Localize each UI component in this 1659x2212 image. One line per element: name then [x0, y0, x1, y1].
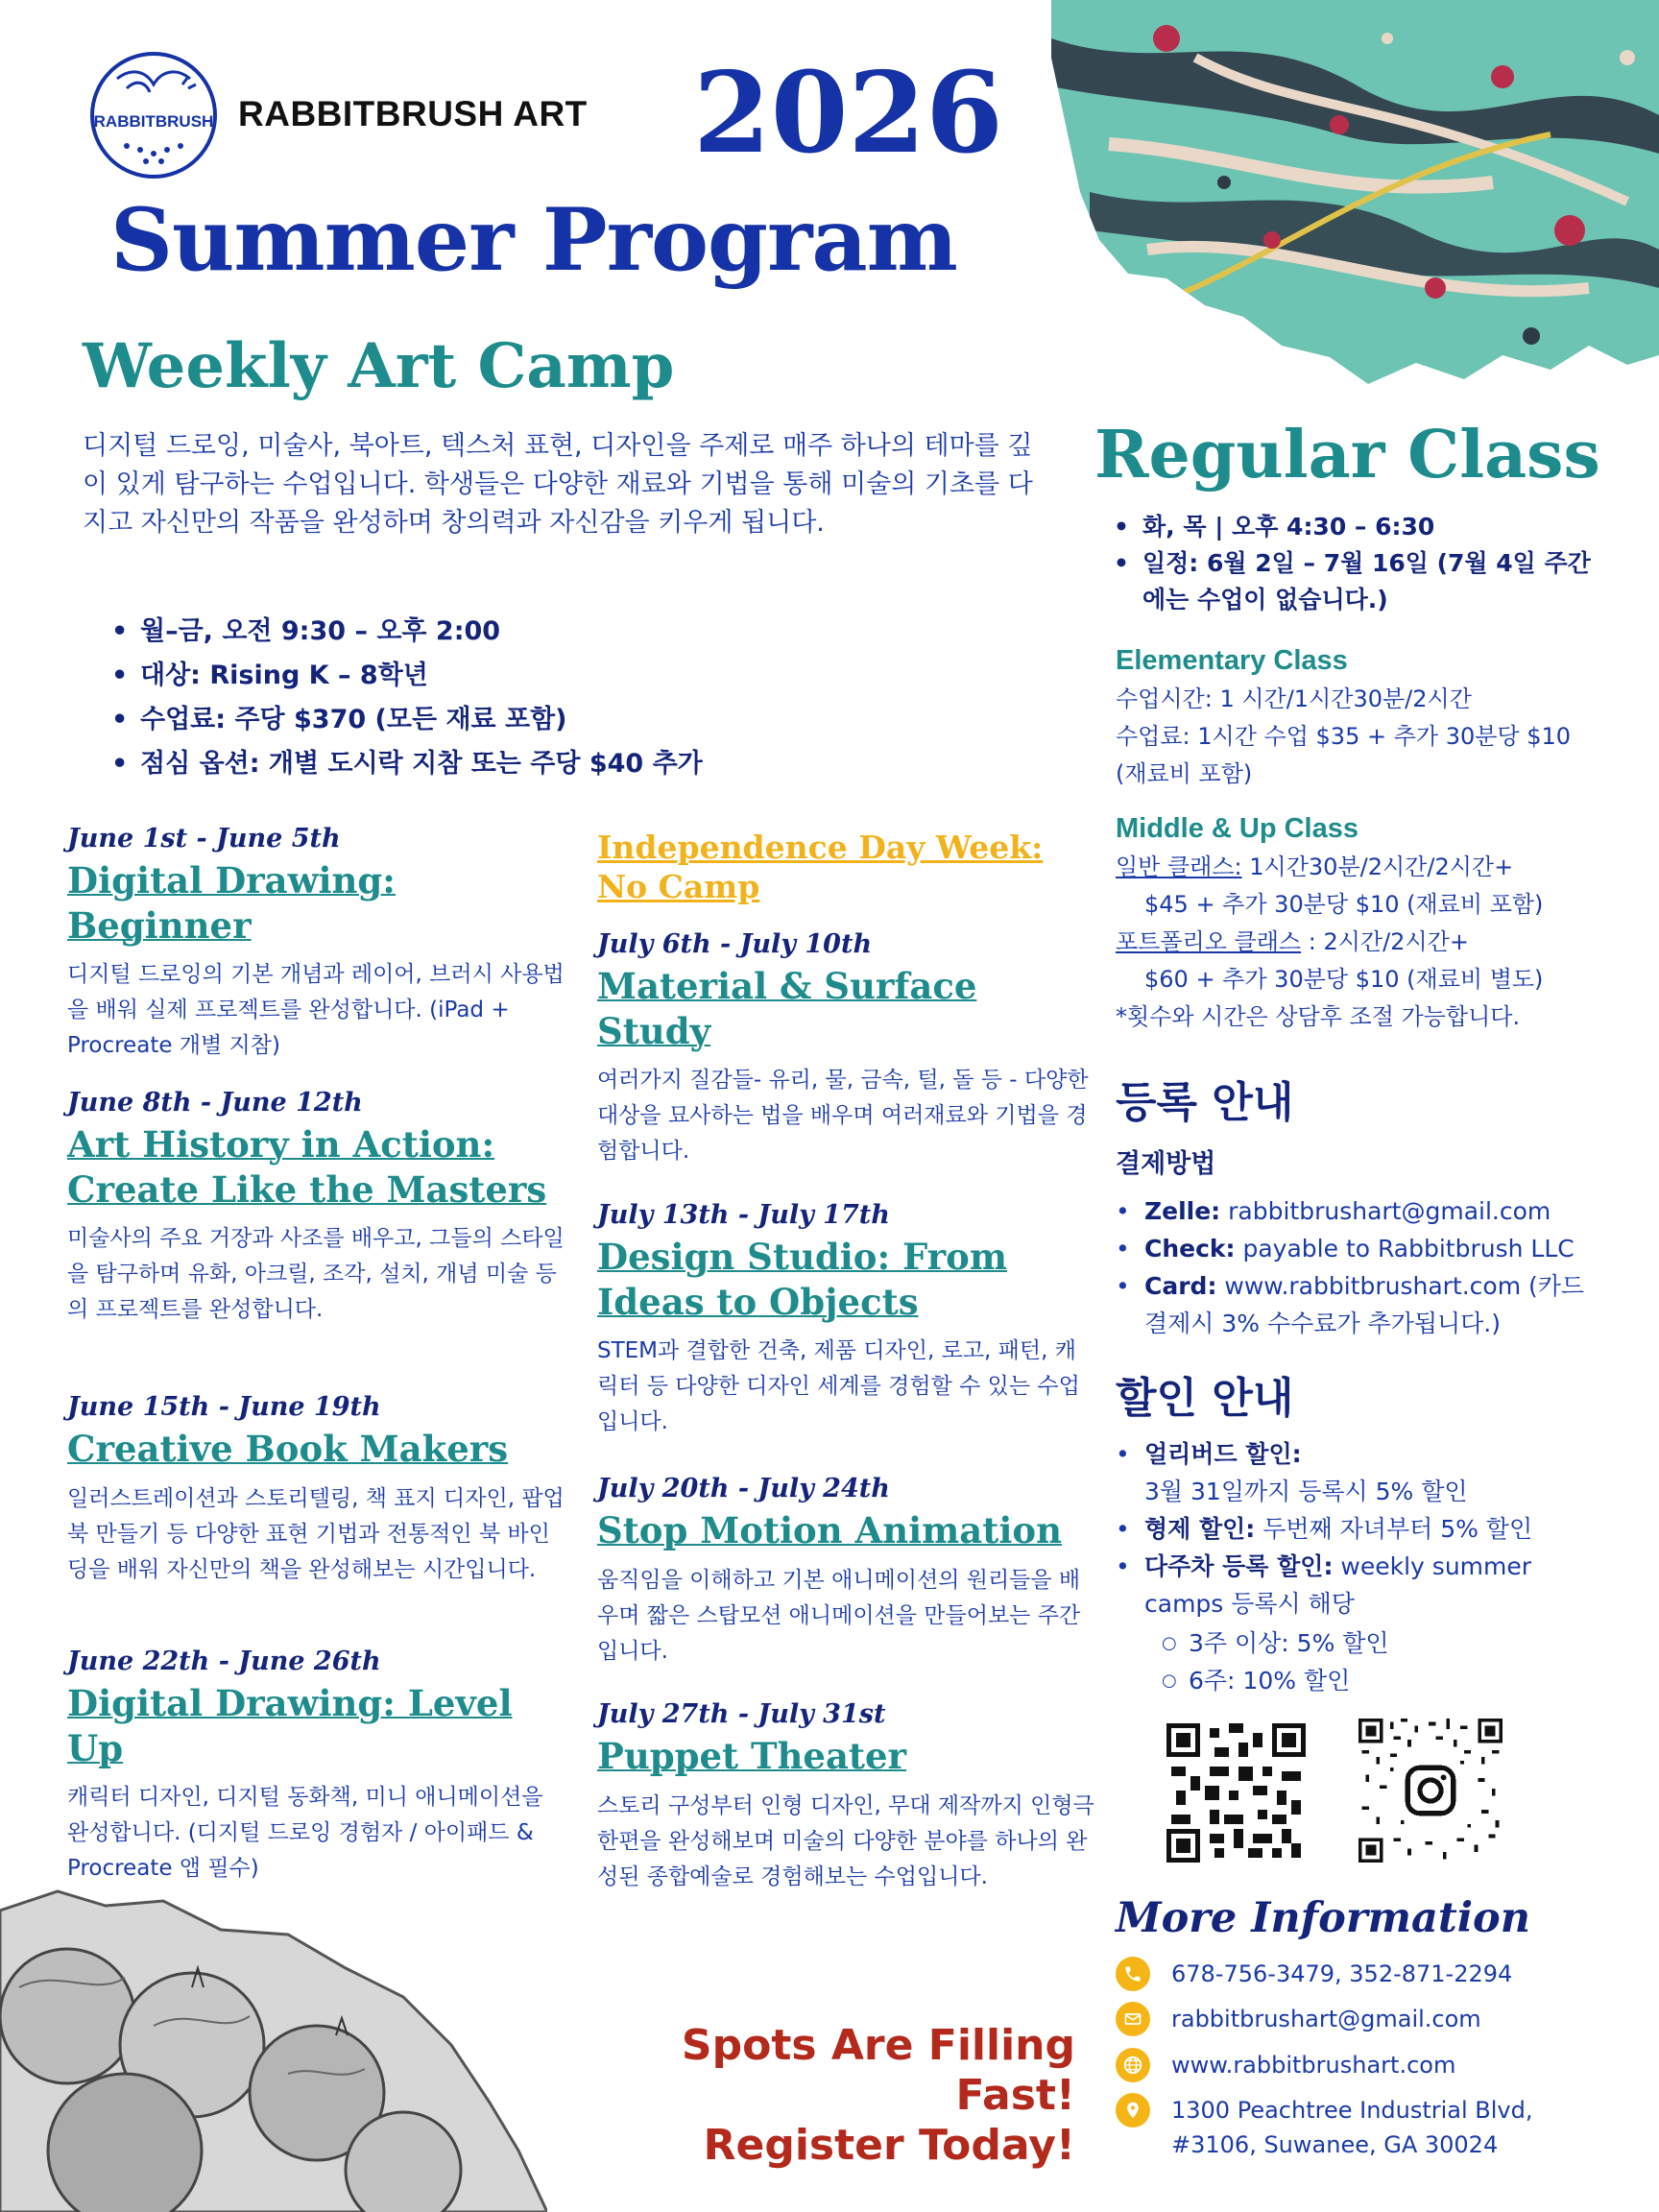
discount-list — [1116, 1435, 1615, 1623]
regular-dates: • 일정: 6월 2일 – 7월 16일 (7월 4일 주간에는 수업이 없습니다.) — [1114, 545, 1613, 618]
email-address[interactable]: rabbitbrushart@gmail.com — [1171, 2006, 1481, 2032]
early-bird-value: 3월 31일까지 등록시 5% 할인 — [1144, 1478, 1468, 1505]
elementary-class-heading: Elementary Class — [1116, 645, 1348, 676]
early-bird-label: 얼리버드 할인: — [1144, 1440, 1302, 1468]
week-title[interactable]: Digital Drawing: Level Up — [67, 1682, 513, 1769]
week-description: 미술사의 주요 거장과 사조를 배우고, 그들의 스타일을 탐구하며 유화, 아크릴, 조각, 설치, 개념 미술 등의 프로젝트를 완성합니다. — [67, 1225, 565, 1322]
contact-address — [1116, 2093, 1533, 2162]
address[interactable] — [1171, 2093, 1533, 2162]
discount-heading: 할인 안내 — [1116, 1374, 1294, 1423]
elementary-fee: 수업료: 1시간 수업 $35 + 추가 30분당 $10 — [1116, 723, 1572, 750]
week-card — [597, 1699, 1096, 1895]
general-class-time: 1시간30분/2시간/2시간+ — [1241, 854, 1514, 880]
payment-card-value[interactable]: www.rabbitbrushart.com (카드 결제시 3% 수수료가 추가됩니다.) — [1144, 1272, 1585, 1337]
week-date: July 13th - July 17th — [597, 1200, 890, 1230]
multi-week-label: 다주차 등록 할인: — [1144, 1552, 1334, 1580]
week-card — [67, 1647, 566, 1887]
multi-week-value: weekly summer camps 등록시 해당 — [1144, 1552, 1532, 1618]
payment-zelle — [1116, 1192, 1615, 1230]
week-description: 일러스트레이션과 스토리텔링, 책 표지 디자인, 팝업북 만들기 등 다양한 표현 기법과 전통적인 북 바인딩을 배워 자신만의 책을 완성해보는 시간입니다. — [67, 1485, 565, 1582]
contact-website — [1116, 2048, 1455, 2082]
phone-numbers[interactable]: 678-756-3479, 352-871-2294 — [1171, 1960, 1513, 1987]
email-icon — [1116, 2002, 1150, 2036]
page-title: Summer Program — [110, 189, 957, 291]
payment-check — [1116, 1230, 1615, 1267]
contact-phone — [1116, 1957, 1512, 1991]
payment-zelle-label: Zelle: — [1144, 1197, 1221, 1225]
week-title[interactable]: Creative Book Makers — [67, 1428, 509, 1471]
general-class-label: 일반 클래스: — [1116, 854, 1242, 880]
pencil-sketch-artwork — [0, 1882, 547, 2212]
camp-heading: Weekly Art Camp — [83, 330, 675, 402]
multi-week-tiers — [1116, 1624, 1389, 1699]
week-date: July 20th - July 24th — [597, 1474, 890, 1503]
elementary-time: 수업시간: 1 시간/1시간30분/2시간 — [1116, 685, 1472, 712]
discount-multi-week — [1116, 1548, 1615, 1623]
week-card — [597, 1474, 1096, 1670]
week-date: June 22th - June 26th — [67, 1647, 381, 1676]
week-title[interactable]: Design Studio: From Ideas to Objects — [597, 1236, 1007, 1323]
discount-early-bird — [1116, 1435, 1615, 1510]
tier-3-weeks: ○ 3주 이상: 5% 할인 — [1162, 1624, 1389, 1662]
portfolio-class-fee: $60 + 추가 30분당 $10 (재료비 별도) — [1144, 966, 1544, 993]
payment-zelle-value[interactable]: rabbitbrushart@gmail.com — [1220, 1197, 1551, 1225]
instagram-qr-code-icon[interactable] — [1358, 1719, 1503, 1863]
week-date: July 27th - July 31st — [597, 1699, 886, 1729]
camp-tuition: • 수업료: 주당 $370 (모든 재료 포함) — [111, 698, 703, 742]
rabbitbrush-logo-icon — [88, 50, 219, 180]
week-card — [67, 1392, 566, 1588]
week-card — [67, 824, 566, 1064]
payment-check-label: Check: — [1144, 1235, 1236, 1262]
registration-qr-code-icon[interactable] — [1166, 1723, 1306, 1863]
contact-email — [1116, 2002, 1481, 2036]
week-date: June 8th - June 12th — [67, 1088, 363, 1118]
portfolio-class-label: 포트폴리오 클래스 — [1116, 928, 1302, 955]
independence-day-notice: Independence Day Week: No Camp — [597, 829, 1044, 906]
middle-class-section — [1116, 813, 1634, 1036]
regular-class-details — [1114, 509, 1613, 618]
camp-eligibility: • 대상: Rising K – 8학년 — [111, 654, 703, 698]
sibling-label: 형제 할인: — [1144, 1515, 1256, 1543]
regular-schedule: • 화, 목 | 오후 4:30 – 6:30 — [1114, 509, 1613, 545]
registration-heading: 등록 안내 — [1116, 1078, 1294, 1127]
payment-card-label: Card: — [1144, 1272, 1217, 1300]
address-line-2: #3106, Suwanee, GA 30024 — [1171, 2131, 1499, 2158]
payment-methods-list — [1116, 1192, 1615, 1342]
more-info-heading: More Information — [1116, 1894, 1530, 1942]
middle-class-note: *횟수와 시간은 상담후 조절 가능합니다. — [1116, 1003, 1521, 1030]
portfolio-class-line — [1116, 924, 1634, 961]
week-date: June 1st - June 5th — [67, 824, 341, 854]
camp-details — [111, 610, 703, 786]
phone-icon — [1116, 1957, 1150, 1991]
address-line-1: 1300 Peachtree Industrial Blvd, — [1171, 2097, 1533, 2124]
week-description: STEM과 결합한 건축, 제품 디자인, 로고, 패턴, 캐릭터 등 다양한 디자인 세계를 경험할 수 있는 수업입니다. — [597, 1337, 1080, 1434]
week-card — [67, 1088, 566, 1328]
payment-methods-heading: 결제방법 — [1116, 1149, 1216, 1179]
general-class-fee: $45 + 추가 30분당 $10 (재료비 포함) — [1144, 891, 1544, 918]
week-description: 여러가지 질감들- 유리, 물, 금속, 털, 돌 등 - 다양한 대상을 묘사하는 법을 배우며 여러재료와 기법을 경험합니다. — [597, 1067, 1089, 1164]
payment-check-value: payable to Rabbitbrush LLC — [1235, 1235, 1575, 1262]
camp-schedule: • 월–금, 오전 9:30 – 오후 2:00 — [111, 610, 703, 654]
week-title[interactable]: Digital Drawing: Beginner — [67, 859, 396, 947]
cta-line-2: Register Today! — [703, 2121, 1075, 2170]
tier-6-weeks: ○ 6주: 10% 할인 — [1162, 1662, 1389, 1699]
website-url[interactable]: www.rabbitbrushart.com — [1171, 2052, 1456, 2079]
middle-class-heading: Middle & Up Class — [1116, 813, 1358, 844]
discount-sibling — [1116, 1510, 1615, 1548]
regular-class-heading: Regular Class — [1094, 417, 1600, 493]
week-description: 스토리 구성부터 인형 디자인, 무대 제작까지 인형극 한편을 완성해보며 미술의 다양한 분야를 하나의 완성된 종합예술로 경험해보는 수업입니다. — [597, 1792, 1094, 1889]
general-class-line — [1116, 849, 1634, 886]
week-description: 움직임을 이해하고 기본 애니메이션의 원리들을 배우며 짧은 스탑모션 애니메이션을 만들어보는 주간입니다. — [597, 1567, 1081, 1664]
register-call-to-action[interactable] — [557, 2021, 1075, 2171]
sibling-value: 두번째 자녀부터 5% 할인 — [1255, 1515, 1533, 1543]
week-title[interactable]: Material & Surface Study — [597, 965, 977, 1052]
payment-card — [1116, 1267, 1615, 1342]
location-pin-icon — [1116, 2093, 1150, 2128]
paint-splash-artwork — [1051, 0, 1659, 403]
portfolio-class-time: : 2시간/2시간+ — [1301, 928, 1469, 955]
elementary-note: (재료비 포함) — [1116, 760, 1253, 787]
week-card — [597, 929, 1096, 1169]
globe-icon — [1116, 2048, 1150, 2082]
week-date: July 6th - July 10th — [597, 929, 873, 959]
week-description: 캐릭터 디자인, 디지털 동화책, 미니 애니메이션을 완성합니다. (디지털 드로잉 경험자 / 아이패드 & Procreate 앱 필수) — [67, 1784, 543, 1881]
week-description: 디지털 드로잉의 기본 개념과 레이어, 브러시 사용법을 배워 실제 프로젝트를 완성합니다. (iPad + Procreate 개별 지참) — [67, 961, 565, 1058]
brand-name: RABBITBRUSH ART — [238, 94, 588, 133]
week-date: June 15th - June 19th — [67, 1392, 381, 1422]
week-title[interactable]: Puppet Theater — [597, 1735, 907, 1778]
camp-description: 디지털 드로잉, 미술사, 북아트, 텍스처 표현, 디자인을 주제로 매주 하나의 테마를 깊이 있게 탐구하는 수업입니다. 학생들은 다양한 재료와 기법을 통해 미술의 기초를 다지고 자신만의 작품을 완성하며 창의력과 자신감을 키우게 됩니다. — [83, 431, 1033, 538]
week-card — [597, 1200, 1096, 1440]
logo-text: RABBITBRUSH — [93, 112, 214, 131]
elementary-class-section — [1116, 645, 1634, 793]
week-title[interactable]: Art History in Action: Create Like the Masters — [67, 1123, 547, 1211]
program-year: 2026 — [693, 48, 1003, 179]
cta-line-1: Spots Are Filling Fast! — [681, 2021, 1075, 2120]
week-title[interactable]: Stop Motion Animation — [597, 1509, 1062, 1552]
camp-lunch: • 점심 옵션: 개별 도시락 지참 또는 주당 $40 추가 — [111, 742, 703, 786]
